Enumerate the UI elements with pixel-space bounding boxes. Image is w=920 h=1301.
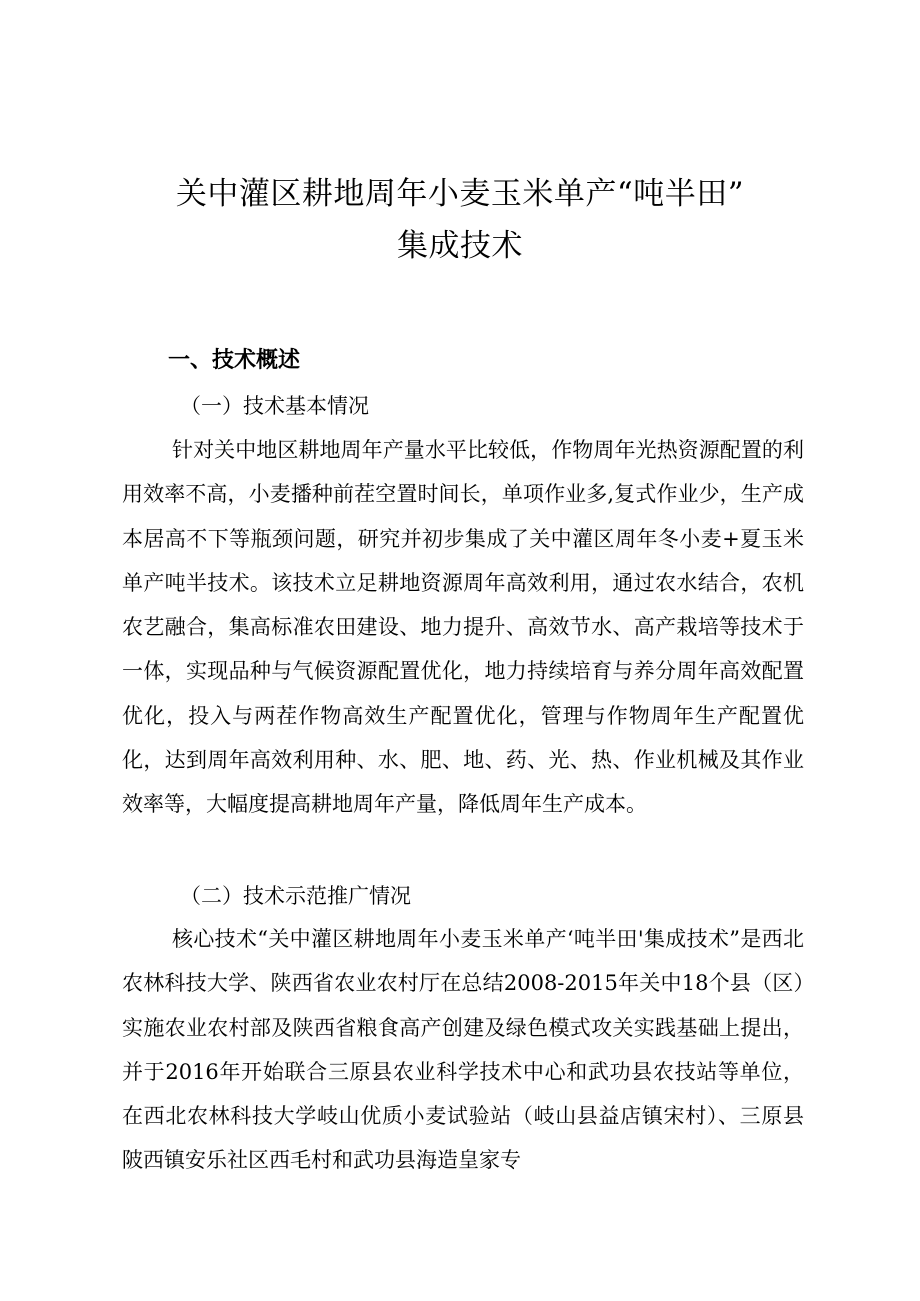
subsection-heading-demonstration: （二）技术示范推广情况: [180, 884, 411, 908]
document-title: [0, 168, 920, 272]
paragraph-demonstration: 核心技术“关中灌区耕地周年小麦玉米单产‘吨半田'集成技术”是西北农林科技大学、陕西省农业农村厅在总结2008-2015年关中18个县（区）实施农业农村部及陕西省粮食高产创建及绿色模式攻关实践基础上提出，并于2016年开始联合三原县农业科学技术中心和武功县农技站等单位，在西北农林科技大学岐山优质小麦试验站（岐山县益店镇宋村）、三原县陂西镇安乐社区西毛村和武功县海造皇家专: [122, 927, 804, 1173]
title-line-2: 集成技术: [397, 228, 523, 264]
subsection-heading-basic-info: （一）技术基本情况: [180, 394, 369, 418]
paragraph-basic-info: 针对关中地区耕地周年产量水平比较低，作物周年光热资源配置的利用效率不高，小麦播种前茬空置时间长，单项作业多,复式作业少，生产成本居高不下等瓶颈问题，研究并初步集成了关中灌区周年冬小麦+夏玉米单产吨半技术。该技术立足耕地资源周年高效利用，通过农水结合，农机农艺融合，集高标准农田建设、地力提升、高效节水、高产栽培等技术于一体，实现品种与气候资源配置优化，地力持续培育与养分周年高效配置优化，投入与两茬作物高效生产配置优化，管理与作物周年生产配置优化，达到周年高效利用种、水、肥、地、药、光、热、作业机械及其作业效率等，大幅度提高耕地周年产量，降低周年生产成本。: [122, 438, 804, 817]
title-line-1: 关中灌区耕地周年小麦玉米单产“吨半田”: [175, 176, 745, 212]
section-heading-overview: 一、技术概述: [168, 348, 301, 373]
